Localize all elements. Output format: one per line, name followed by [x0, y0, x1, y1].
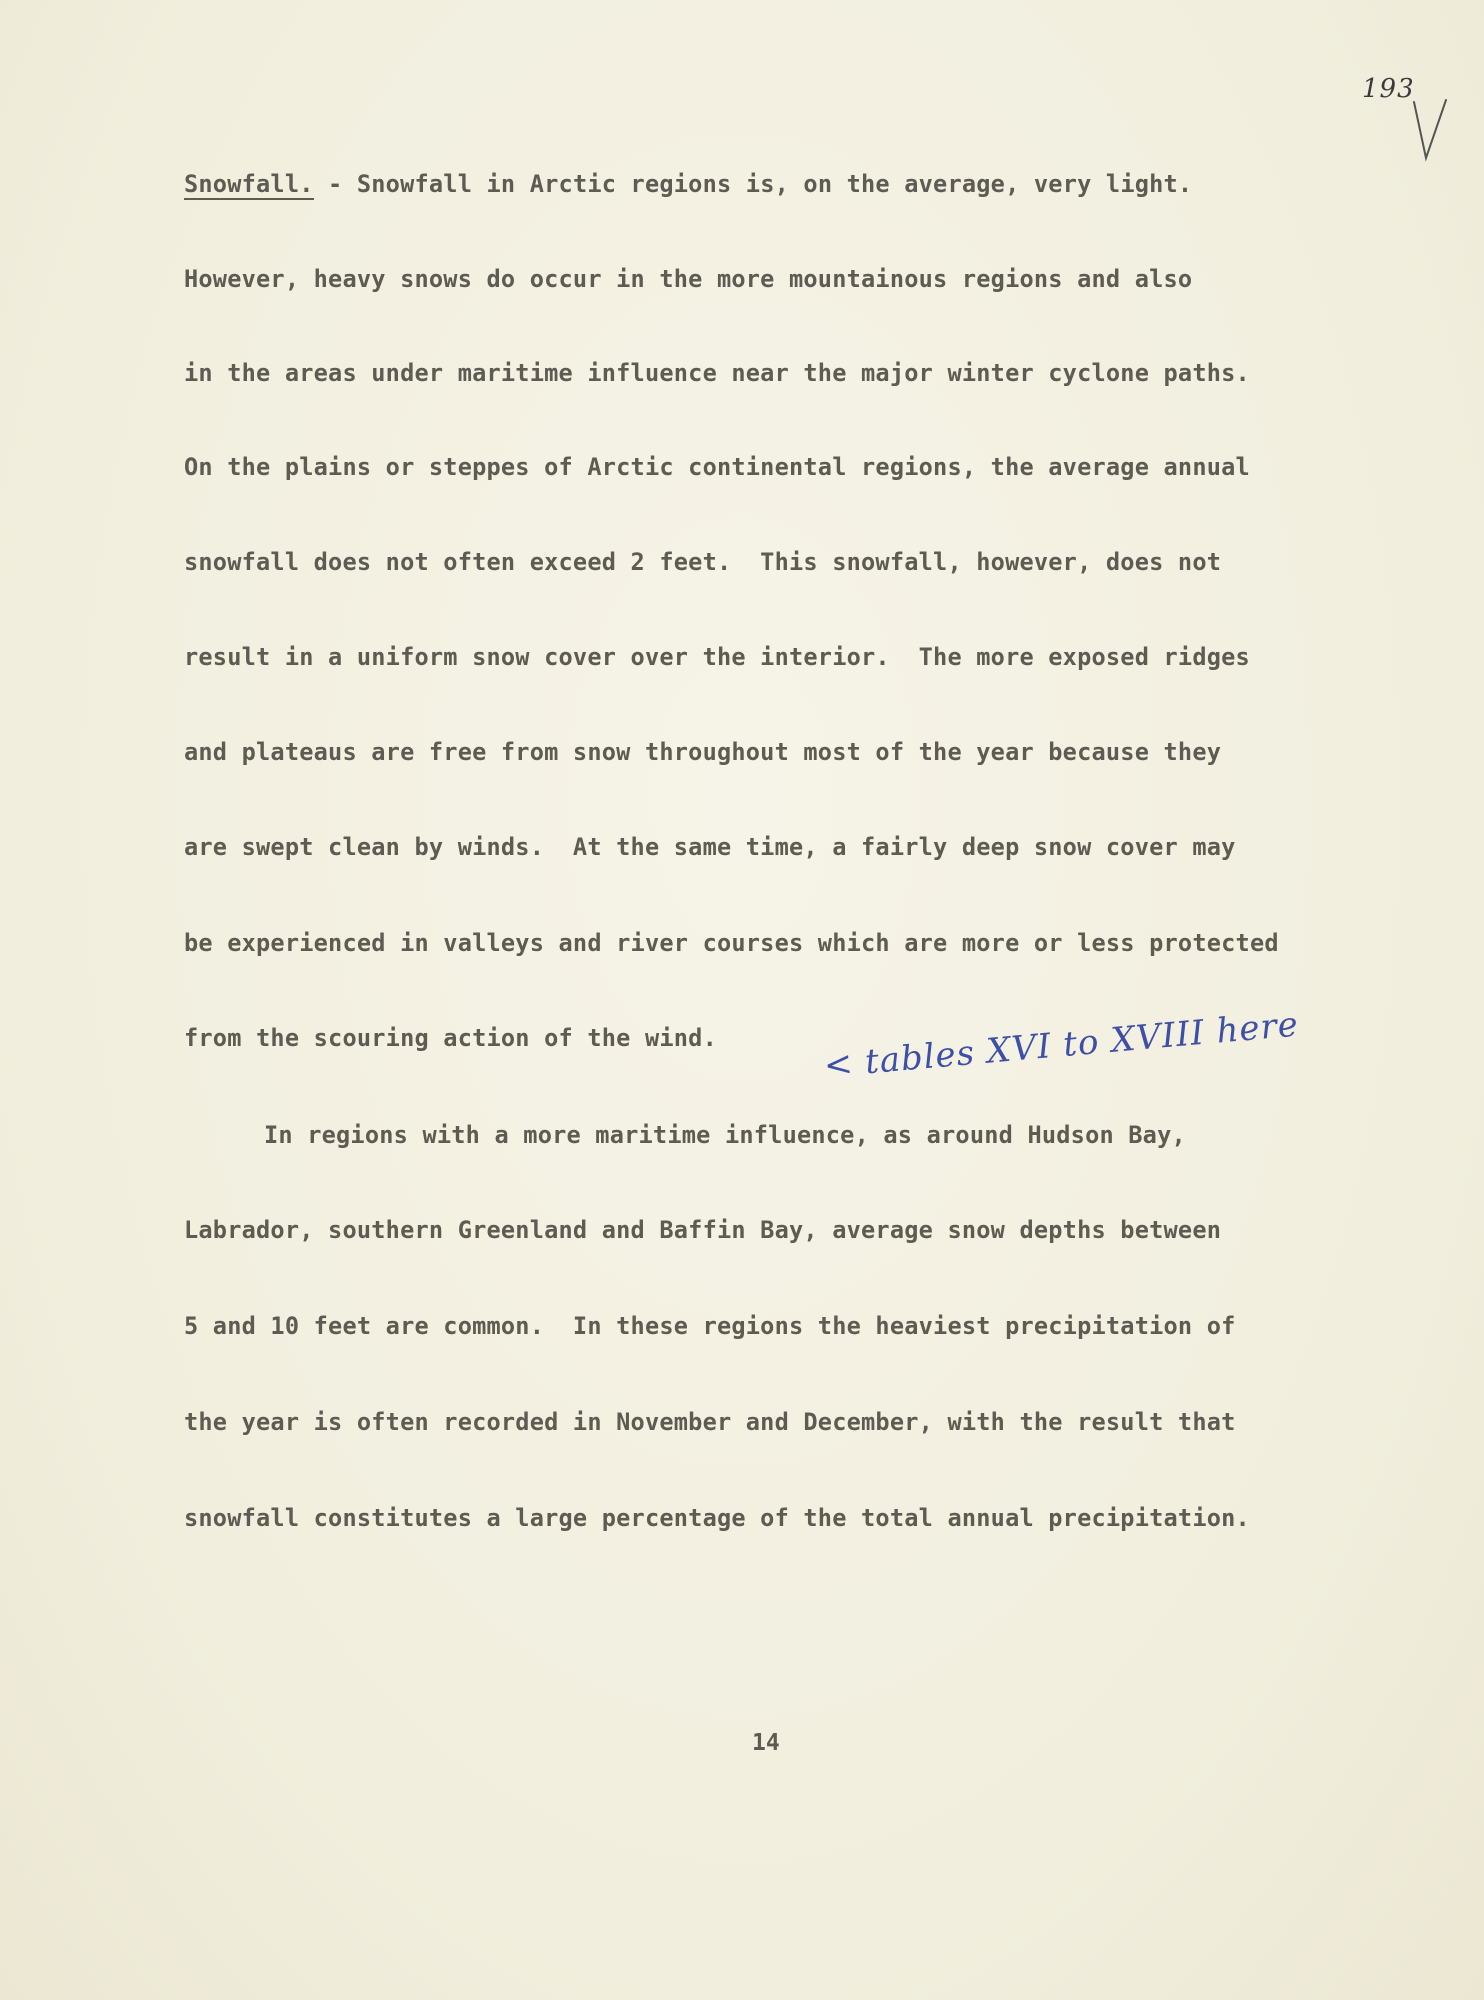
page-number: 14: [752, 1730, 780, 1756]
paragraph2-line-4: the year is often recorded in November and December, with the result that: [184, 1408, 1236, 1436]
folio-number: 193: [1362, 74, 1415, 104]
paragraph1-line-5: snowfall does not often exceed 2 feet. This snowfall, however, does not: [184, 548, 1222, 576]
paragraph1-line-6: result in a uniform snow cover over the interior. The more exposed ridges: [184, 643, 1250, 671]
checkmark-icon: [1410, 96, 1450, 176]
paragraph1-line-9: be experienced in valleys and river courses which are more or less protected: [184, 929, 1279, 957]
paragraph1-line-4: On the plains or steppes of Arctic continental regions, the average annual: [184, 453, 1250, 481]
paragraph2-line-3: 5 and 10 feet are common. In these regions the heaviest precipitation of: [184, 1312, 1236, 1340]
paragraph1-line-2: However, heavy snows do occur in the more mountainous regions and also: [184, 265, 1193, 293]
section-heading: Snowfall.: [184, 170, 314, 198]
paragraph1-line-1: Snowfall. - Snowfall in Arctic regions is, on the average, very light.: [184, 170, 1193, 198]
paragraph2-line-2: Labrador, southern Greenland and Baffin Bay, average snow depths between: [184, 1216, 1222, 1244]
handwritten-note: < tables XVI to XVIII here: [822, 1004, 1301, 1086]
paragraph1-line-8: are swept clean by winds. At the same time, a fairly deep snow cover may: [184, 833, 1236, 861]
paragraph1-line-7: and plateaus are free from snow throughout most of the year because they: [184, 738, 1222, 766]
paragraph1-line-10: from the scouring action of the wind.: [184, 1024, 717, 1052]
paragraph1-line-3: in the areas under maritime influence near the major winter cyclone paths.: [184, 359, 1250, 387]
paragraph2-line-5: snowfall constitutes a large percentage of the total annual precipitation.: [184, 1504, 1250, 1532]
paragraph2-line-1: In regions with a more maritime influence, as around Hudson Bay,: [264, 1121, 1186, 1149]
